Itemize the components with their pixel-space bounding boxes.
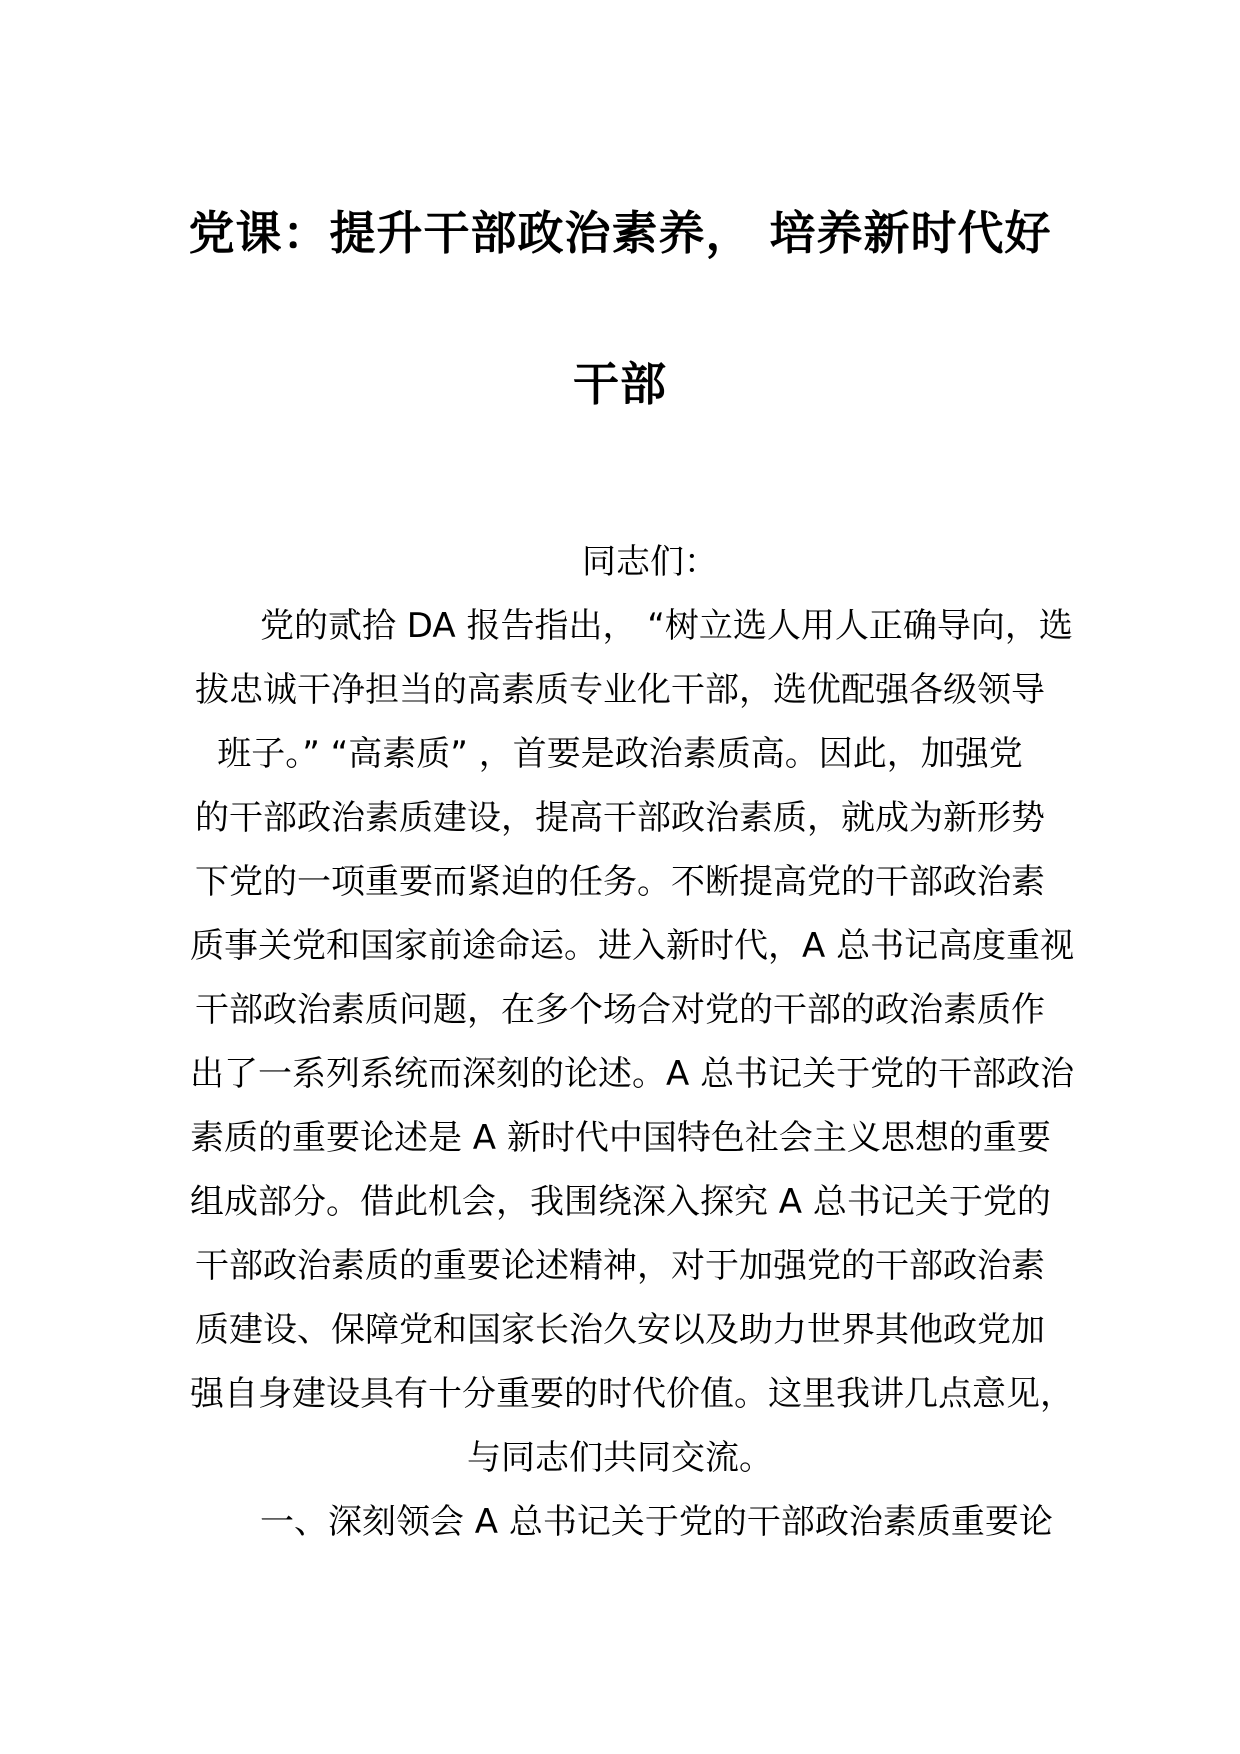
body-line-2: 拔忠诚干净担当的高素质专业化干部，选优配强各级领导 (195, 670, 1045, 710)
document-title-line-1: 党课：提升干部政治素养， 培养新时代好 (188, 206, 1052, 260)
body-line-9: 素质的重要论述是 A 新时代中国特色社会主义思想的重要 (190, 1118, 1051, 1158)
body-line-3: 班子。” “高素质” ，首要是政治素质高。因此，加强党 (217, 734, 1023, 774)
body-line-11: 干部政治素质的重要论述精神，对于加强党的干部政治素 (195, 1246, 1045, 1286)
body-line-10: 组成部分。借此机会，我围绕深入探究 A 总书记关于党的 (190, 1182, 1051, 1222)
body-line-8: 出了一系列系统而深刻的论述。A 总书记关于党的干部政治 (190, 1054, 1075, 1094)
body-line-6: 质事关党和国家前途命运。进入新时代，A 总书记高度重视 (190, 926, 1075, 966)
body-line-5: 下党的一项重要而紧迫的任务。不断提高党的干部政治素 (195, 862, 1045, 902)
body-line-1: 党的贰拾 DA 报告指出， “树立选人用人正确导向，选 (260, 606, 1073, 646)
body-line-4: 的干部政治素质建设，提高干部政治素质，就成为新形势 (195, 798, 1045, 838)
body-line-7: 干部政治素质问题，在多个场合对党的干部的政治素质作 (195, 990, 1045, 1030)
document-title-line-2: 干部 (573, 357, 667, 411)
body-line-14: 与同志们共同交流。 (467, 1438, 773, 1478)
body-line-12: 质建设、保障党和国家长治久安以及助力世界其他政党加 (195, 1310, 1045, 1350)
body-line-13: 强自身建设具有十分重要的时代价值。这里我讲几点意见， (190, 1374, 1074, 1414)
section-heading-1: 一、深刻领会 A 总书记关于党的干部政治素质重要论 (260, 1502, 1053, 1542)
salutation: 同志们： (582, 542, 718, 582)
